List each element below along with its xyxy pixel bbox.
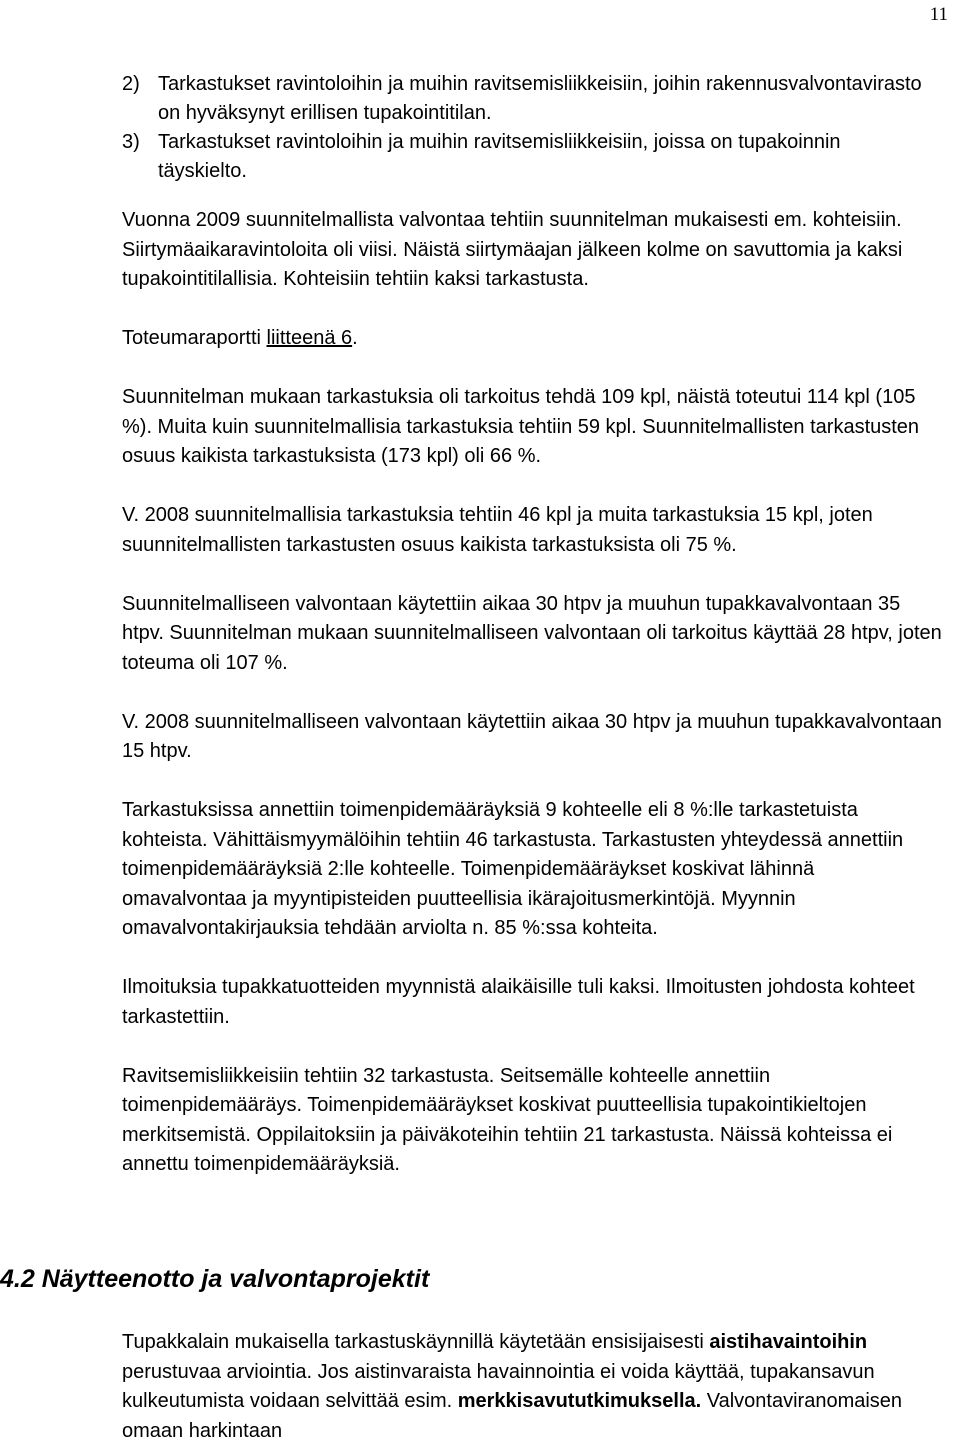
report-suffix: . xyxy=(352,327,358,349)
appendix-link[interactable]: liitteenä 6 xyxy=(266,327,353,349)
report-text: Toteumaraportti xyxy=(122,327,267,349)
paragraph-sampling xyxy=(122,1328,942,1446)
section-body xyxy=(122,1328,942,1446)
paragraph-orders: Tarkastuksissa annettiin toimenpidemääräyksiä 9 kohteelle eli 8 %:lle tarkastetuista kohteista. Vähittäismyymälöihin tehtiin 46 tarkastusta. Tarkastusten yhteydessä annettiin toimenpidemääräyksiä 2:lle kohteelle. Toimenpidemääräykset koskivat lähinnä omavalvontaa ja myyntipisteiden puutteellisia ikärajoitusmerkintöjä. Myynnin omavalvontakirjauksia tehdään arviolta n. 85 %:ssa kohteita. xyxy=(122,799,904,939)
section-heading: 4.2 Näytteenotto ja valvontaprojektit xyxy=(0,1265,430,1293)
paragraph-restaurants: Ravitsemisliikkeisiin tehtiin 32 tarkastusta. Seitsemälle kohteelle annettiin toimenpidemääräys. Toimenpidemääräykset koskivat puutteellisia tupakointikieltojen merkitsemistä. Oppilaitoksiin ja päiväkoteihin tehtiin 21 tarkastusta. Näissä kohteissa ei annettu toimenpidemääräyksiä. xyxy=(122,1064,893,1175)
document-body xyxy=(122,206,942,1209)
list-item xyxy=(122,128,922,186)
paragraph-working-days: Suunnitelmalliseen valvontaan käytettiin aikaa 30 htpv ja muuhun tupakkavalvontaan 35 htpv. Suunnitelman mukaan suunnitelmalliseen valvontaan oli tarkoitus käyttää 28 htpv, joten toteuma oli 107 %. xyxy=(122,592,942,674)
text-run: Tupakkalain mukaisella tarkastuskäynnillä käytetään ensisijaisesti xyxy=(122,1331,710,1353)
list-item-text: Tarkastukset ravintoloihin ja muihin ravitsemisliikkeisiin, joihin rakennusvalvontavirasto on hyväksynyt erillisen tupakointitilan. xyxy=(158,73,922,124)
page-number: 11 xyxy=(929,4,948,25)
paragraph-2009-inspections: Vuonna 2009 suunnitelmallista valvontaa tehtiin suunnitelman mukaisesti em. kohteisiin. Siirtymäaikaravintoloita oli viisi. Näistä siirtymäajan jälkeen kolme on savuttomia ja kaksi tupakointitilallisia. Kohteisiin tehtiin kaksi tarkastusta. xyxy=(122,209,903,290)
list-item xyxy=(122,70,922,128)
paragraph-2008-working-days: V. 2008 suunnitelmalliseen valvontaan käytettiin aikaa 30 htpv ja muuhun tupakkavalvontaan 15 htpv. xyxy=(122,710,942,762)
inspection-type-list xyxy=(122,70,922,186)
bold-term-sensory: aistihavaintoihin xyxy=(709,1331,868,1353)
paragraph-planned-inspections: Suunnitelman mukaan tarkastuksia oli tarkoitus tehdä 109 kpl, näistä toteutui 114 kpl (105 %). Muita kuin suunnitelmallisia tarkastuksia tehtiin 59 kpl. Suunnitelmallisten tarkastusten osuus kaikista tarkastuksista (173 kpl) oli 66 %. xyxy=(122,386,920,467)
paragraph-notifications: Ilmoituksia tupakkatuotteiden myynnistä alaikäisille tuli kaksi. Ilmoitusten johdosta kohteet tarkastettiin. xyxy=(122,976,915,1028)
text-run: perustuvaa arviointia. Jos aistinvaraista havainnointia ei voida käyttää, tupakansavun kulkeutumista voidaan selvittää esim. xyxy=(122,1360,875,1412)
list-item-number: 3) xyxy=(122,131,140,153)
text-run: Valvontaviranomaisen omaan harkintaan xyxy=(122,1390,903,1442)
bold-term-smoke-test: merkkisavututkimuksella. xyxy=(457,1390,702,1412)
paragraph-2008-inspections: V. 2008 suunnitelmallisia tarkastuksia tehtiin 46 kpl ja muita tarkastuksia 15 kpl, joten suunnitelmallisten tarkastusten osuus kaikista tarkastuksista oli 75 %. xyxy=(122,504,873,556)
list-item-text: Tarkastukset ravintoloihin ja muihin ravitsemisliikkeisiin, joissa on tupakoinnin täyskielto. xyxy=(158,131,841,182)
list-item-number: 2) xyxy=(122,73,140,95)
paragraph-report-reference xyxy=(122,324,942,354)
